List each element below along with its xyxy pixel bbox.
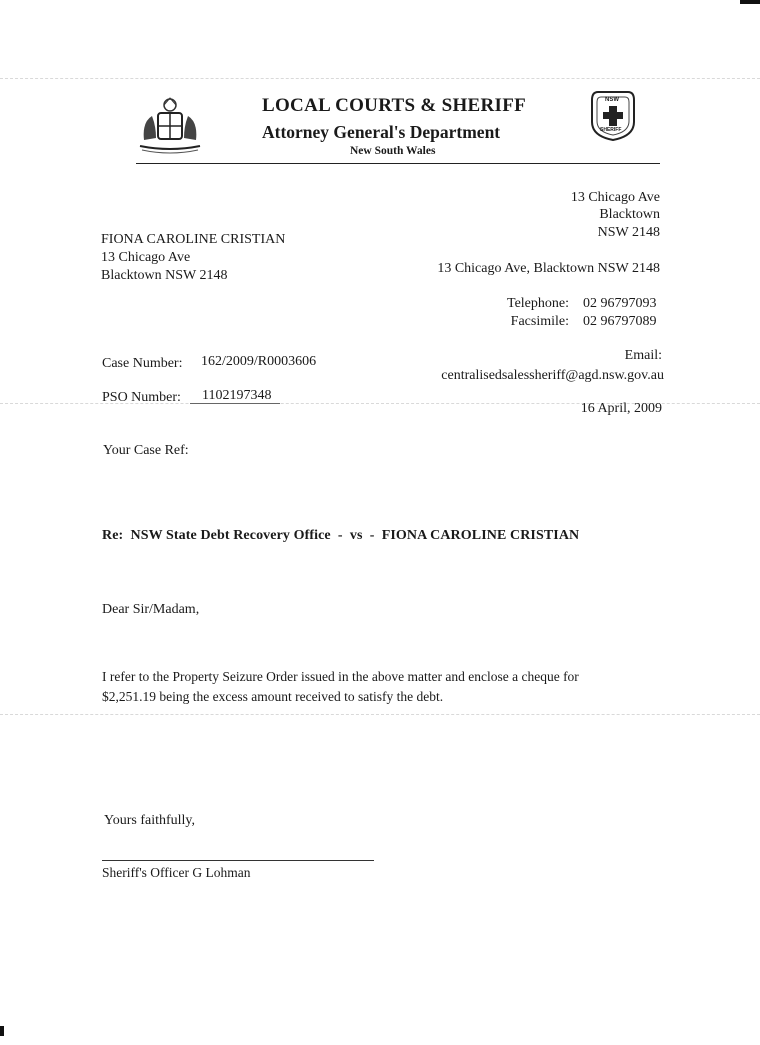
closing: Yours faithfully,: [104, 813, 196, 828]
re-line: Re: NSW State Debt Recovery Office - vs - FIONA CAROLINE CRISTIAN: [102, 528, 580, 543]
coat-of-arms-icon: [136, 96, 204, 154]
badge-top-text: NSW: [605, 97, 619, 103]
sheriff-badge-icon: [590, 88, 636, 142]
body-paragraph-line1: I refer to the Property Seizure Order issued in the above matter and enclose a cheque for: [102, 669, 579, 684]
your-case-ref-label: Your Case Ref:: [103, 443, 189, 458]
state-name: New South Wales: [350, 145, 436, 157]
signature-line: [102, 860, 374, 861]
facsimile-label: Facsimile:: [510, 314, 569, 329]
sender-address-line3: NSW 2148: [597, 225, 660, 240]
body-paragraph-line2: $2,251.19 being the excess amount received to satisfy the debt.: [102, 689, 444, 704]
email-value: centralisedsalessheriff@agd.nsw.gov.au: [441, 368, 664, 383]
salutation: Dear Sir/Madam,: [102, 602, 200, 617]
case-number-label: Case Number:: [102, 356, 183, 371]
letter-date: 16 April, 2009: [580, 401, 662, 416]
scan-artifact-line: [0, 78, 760, 79]
telephone-label: Telephone:: [507, 296, 569, 311]
case-number-value: 162/2009/R0003606: [201, 354, 317, 369]
recipient-address-line2: Blacktown NSW 2148: [101, 268, 228, 283]
facsimile-value: 02 96797089: [583, 314, 657, 329]
sender-address-full: 13 Chicago Ave, Blacktown NSW 2148: [437, 261, 660, 276]
sender-address-line2: Blacktown: [599, 207, 660, 222]
pso-number-label: PSO Number:: [102, 390, 181, 405]
department-subtitle: Attorney General's Department: [262, 122, 501, 142]
pso-number-underline: [190, 403, 280, 404]
telephone-value: 02 96797093: [583, 296, 657, 311]
sender-address-line1: 13 Chicago Ave: [570, 190, 660, 205]
department-title: LOCAL COURTS & SHERIFF: [262, 95, 527, 116]
signatory-name: Sheriff's Officer G Lohman: [102, 865, 251, 880]
recipient-name: FIONA CAROLINE CRISTIAN: [101, 232, 286, 247]
recipient-address-line1: 13 Chicago Ave: [101, 250, 191, 265]
scan-edge-mark: [0, 1026, 4, 1036]
scan-artifact-line: [0, 714, 760, 715]
email-label: Email:: [624, 348, 662, 363]
pso-number-value: 1102197348: [202, 388, 272, 403]
header-divider: [136, 163, 660, 164]
scan-corner-mark: [740, 0, 760, 4]
badge-bottom-text: SHERIFF: [600, 127, 622, 133]
